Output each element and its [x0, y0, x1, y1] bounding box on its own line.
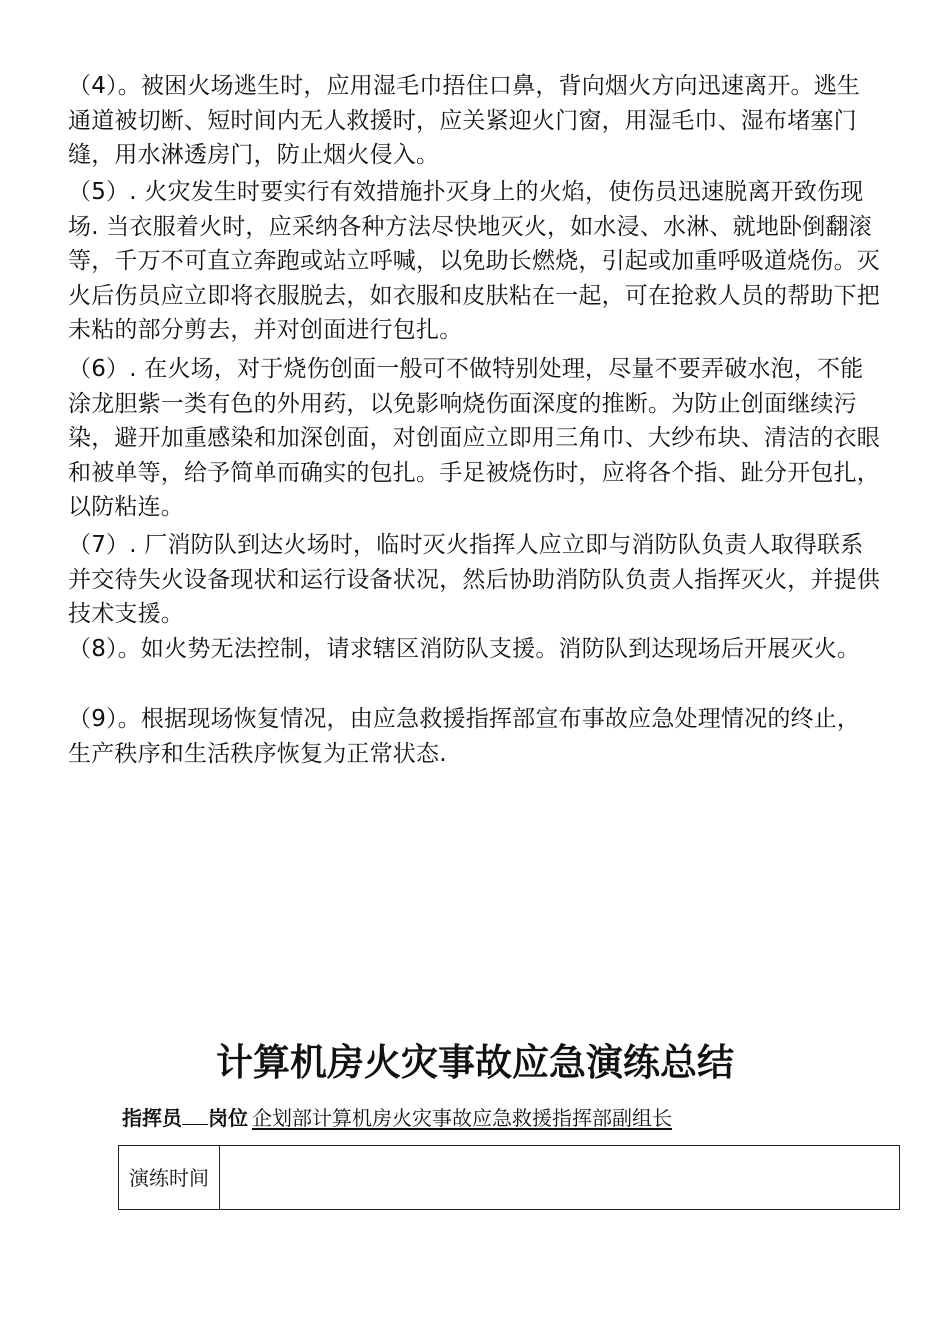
paragraph-step-8: （8）。如火势无法控制，请求辖区消防队支援。消防队到达现场后开展灭火。	[68, 636, 861, 662]
document-title: 计算机房火灾事故应急演练总结	[216, 1040, 734, 1084]
commander-label: 指挥员	[122, 1106, 182, 1130]
position-value: 企划部计算机房火灾事故应急救援指挥部副组长	[252, 1106, 672, 1130]
table-row	[119, 1146, 900, 1210]
drill-summary-table	[118, 1145, 900, 1210]
drill-time-label: 演练时间	[119, 1146, 220, 1210]
position-label: 岗位	[208, 1106, 248, 1130]
drill-time-value	[220, 1146, 900, 1210]
commander-blank	[182, 1104, 208, 1125]
paragraph-step-4: （4）。被困火场逃生时，应用湿毛巾捂住口鼻，背向烟火方向迅速离开。逃生通道被切断、短时间内无人救援时，应关紧迎火门窗，用湿毛巾、湿布堵塞门缝，用水淋透房门，防止烟火侵入。	[68, 73, 861, 168]
paragraph-step-7: （7）. 厂消防队到达火场时，临时灭火指挥人应立即与消防队负责人取得联系并交待失火设备现状和运行设备状况，然后协助消防队负责人指挥灭火，并提供技术支援。	[68, 532, 880, 627]
paragraph-step-6: （6）. 在火场，对于烧伤创面一般可不做特别处理，尽量不要弄破水泡，不能涂龙胆紫一类有色的外用药，以免影响烧伤面深度的推断。为防止创面继续污染，避开加重感染和加深创面，对创面应立即用三角巾、大纱布块、清洁的衣眼和被单等，给予简单而确实的包扎。手足被烧伤时，应将各个指、趾分开包扎，以防粘连。	[68, 356, 880, 520]
byline	[122, 1104, 672, 1132]
paragraph-step-9: （9）。根据现场恢复情况，由应急救援指挥部宣布事故应急处理情况的终止，生产秩序和生活秩序恢复为正常状态.	[68, 706, 861, 767]
paragraph-step-5: （5）. 火灾发生时要实行有效措施扑灭身上的火焰，使伤员迅速脱离开致伤现场. 当衣服着火时，应采纳各种方法尽快地灭火，如水浸、水淋、就地卧倒翻滚等，千万不可直立奔跑或站立呼喊，以免助长燃烧，引起或加重呼吸道烧伤。灭火后伤员应立即将衣服脱去，如衣服和皮肤粘在一起，可在抢救人员的帮助下把未粘的部分剪去，并对创面进行包扎。	[68, 179, 880, 343]
